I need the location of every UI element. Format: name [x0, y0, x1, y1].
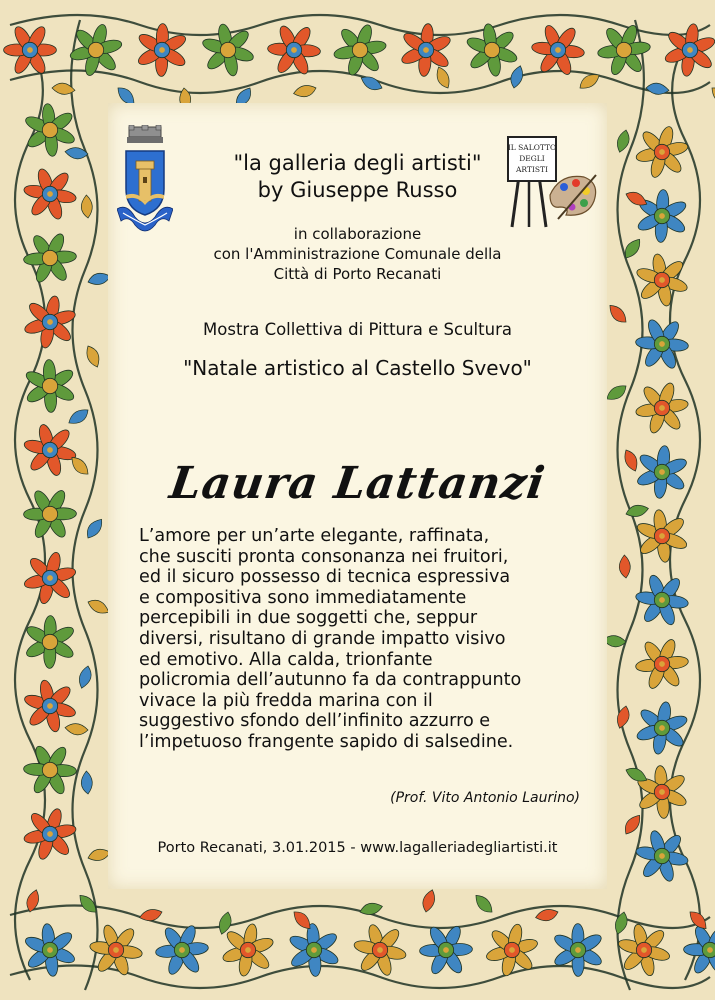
critique-line: suggestivo sfondo dell’infinito azzurro e: [139, 711, 491, 732]
collaboration-line-1: in collaborazione: [293, 225, 422, 243]
footer-place-date-website: Porto Recanati, 3.01.2015 - www.lagalleriadegliartisti.it: [157, 840, 558, 856]
collaboration-line-3: Città di Porto Recanati: [273, 265, 442, 283]
exhibition-type: Mostra Collettiva di Pittura e Scultura: [203, 320, 512, 339]
easel-logo-text-2: DEGLI: [519, 154, 545, 163]
critique-line: vivace la più fredda marina con il: [139, 690, 433, 711]
critique-line: diversi, risultano di grande impatto visivo: [139, 628, 506, 649]
critic-signature: (Prof. Vito Antonio Laurino): [390, 790, 580, 806]
critique-line: l’impetuoso frangente sapido di salsedine.: [139, 731, 514, 752]
artist-name: Laura Lattanzi: [166, 458, 549, 509]
collaboration-line-2: con l'Amministrazione Comunale della: [213, 245, 502, 263]
gallery-owner: by Giuseppe Russo: [257, 178, 458, 202]
exhibition-title: "Natale artistico al Castello Svevo": [183, 356, 532, 380]
critique-line: policromia dell’autunno fa da contrappunto: [139, 670, 522, 691]
critique-line: e compositiva sono immediatamente: [139, 587, 467, 608]
critique-line: che susciti pronta consonanza nei fruitori,: [139, 546, 509, 567]
critique-text: [139, 526, 609, 753]
critique-line: ed il sicuro possesso di tecnica espressiva: [139, 567, 511, 588]
easel-logo-text-1: IL SALOTTO: [507, 143, 557, 152]
critique-line: L’amore per un’arte elegante, raffinata,: [139, 526, 490, 546]
critique-line: ed emotivo. Alla calda, trionfante: [139, 649, 433, 670]
critique-line: percepibili in due soggetti che, seppur: [139, 608, 478, 629]
gallery-title: "la galleria degli artisti": [233, 151, 482, 175]
easel-logo-text-3: ARTISTI: [516, 165, 548, 174]
